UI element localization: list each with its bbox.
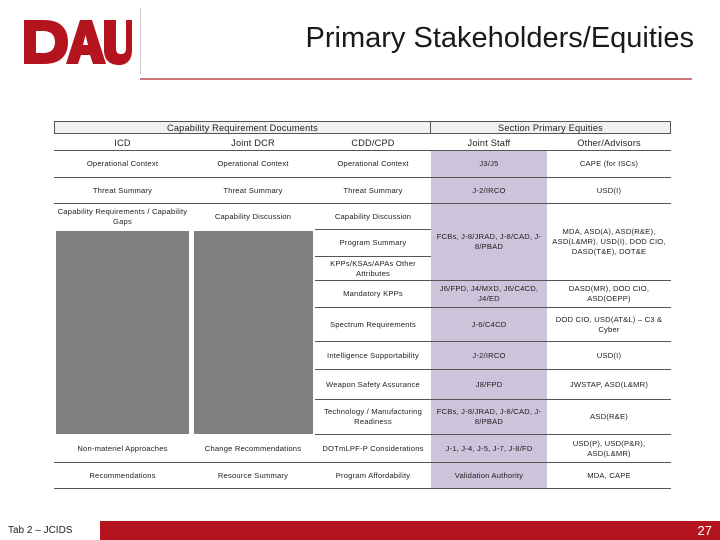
cell-r2-joint-staff: J-2/IRCO	[431, 178, 547, 204]
logo-divider	[140, 8, 141, 74]
cell-r1-cdd: Operational Context	[315, 151, 431, 178]
group-header-equities: Section Primary Equities	[431, 121, 671, 134]
gray-block-dcr	[194, 231, 313, 434]
column-header-cdd-cpd: CDD/CPD	[315, 135, 431, 151]
cell-r2-other: USD(I)	[547, 178, 671, 204]
cell-r1-joint-staff: J3/J5	[431, 151, 547, 178]
cell-r12-other: MDA, CAPE	[547, 463, 671, 489]
cell-r12-cdd: Program Affordability	[315, 463, 431, 489]
footer-label: Tab 2 – JCIDS	[0, 521, 100, 540]
cell-r6-joint-staff: J6/FPD, J4/MXD, J6/C4CD, J4/ED	[431, 281, 547, 308]
cell-r1-dcr: Operational Context	[191, 151, 315, 178]
cell-r9-joint-staff: J8/FPD	[431, 370, 547, 400]
cell-r11-dcr: Change Recommendations	[191, 435, 315, 463]
cell-r11-icd: Non-materiel Approaches	[54, 435, 191, 463]
cell-r6-other: DASD(MR), DOD CIO, ASD(OEPP)	[547, 281, 671, 308]
cell-r4-cdd: Program Summary	[315, 230, 431, 257]
cell-r7-cdd: Spectrum Requirements	[315, 308, 431, 342]
cell-r10-joint-staff: FCBs, J-8/JRAD, J-8/CAD, J-8/PBAD	[431, 400, 547, 435]
cell-r1-other: CAPE (for ISCs)	[547, 151, 671, 178]
cell-r2-icd: Threat Summary	[54, 178, 191, 204]
cell-r2-cdd: Threat Summary	[315, 178, 431, 204]
cell-r8-other: USD(I)	[547, 342, 671, 370]
column-header-icd: ICD	[54, 135, 191, 151]
title-rule	[140, 78, 692, 80]
cell-r4-other: MDA, ASD(A), ASD(R&E), ASD(L&MR), USD(I), DOD CIO, DASD(T&E), DOT&E	[547, 204, 671, 281]
cell-r3-cdd: Capability Discussion	[315, 204, 431, 230]
cell-r9-cdd: Weapon Safety Assurance	[315, 370, 431, 400]
cell-r2-dcr: Threat Summary	[191, 178, 315, 204]
gray-block-icd	[56, 231, 189, 434]
column-header-joint-staff: Joint Staff	[431, 135, 547, 151]
cell-r7-other: DOD CIO, USD(AT&L) – C3 & Cyber	[547, 308, 671, 342]
cell-r8-cdd: Intelligence Supportability	[315, 342, 431, 370]
cell-r8-joint-staff: J-2/IRCO	[431, 342, 547, 370]
cell-r3-dcr: Capability Discussion	[214, 212, 292, 221]
cell-r1-icd: Operational Context	[54, 151, 191, 178]
cell-r11-joint-staff: J-1, J-4, J-5, J-7, J-8/FD	[431, 435, 547, 463]
cell-r10-other: ASD(R&E)	[547, 400, 671, 435]
cell-r12-joint-staff: Validation Authority	[431, 463, 547, 489]
stakeholders-table	[54, 121, 671, 489]
cell-r6-cdd: Mandatory KPPs	[315, 281, 431, 308]
cell-r11-cdd: DOTmLPF-P Considerations	[315, 435, 431, 463]
page-title: Primary Stakeholders/Equities	[305, 22, 694, 54]
cell-r10-cdd: Technology / Manufacturing Readiness	[315, 400, 431, 435]
cell-r7-joint-staff: J-6/C4CD	[431, 308, 547, 342]
cell-r12-icd: Recommendations	[54, 463, 191, 489]
cell-r3-icd: Capability Requirements / Capability Gaps	[57, 207, 188, 226]
group-header-documents: Capability Requirement Documents	[54, 121, 431, 134]
cell-r4-joint-staff: FCBs, J-8/JRAD, J-8/CAD, J-8/PBAD	[431, 204, 547, 281]
column-header-joint-dcr: Joint DCR	[191, 135, 315, 151]
page-number: 27	[697, 523, 712, 538]
cell-r11-other: USD(P), USD(P&R), ASD(L&MR)	[547, 435, 671, 463]
cell-r12-dcr: Resource Summary	[191, 463, 315, 489]
dau-logo	[22, 14, 132, 70]
column-header-other-advisors: Other/Advisors	[547, 135, 671, 151]
cell-r9-other: JWSTAP, ASD(L&MR)	[547, 370, 671, 400]
cell-r5-cdd: KPPs/KSAs/APAs Other Attributes	[315, 257, 431, 281]
footer-bar	[0, 521, 720, 540]
